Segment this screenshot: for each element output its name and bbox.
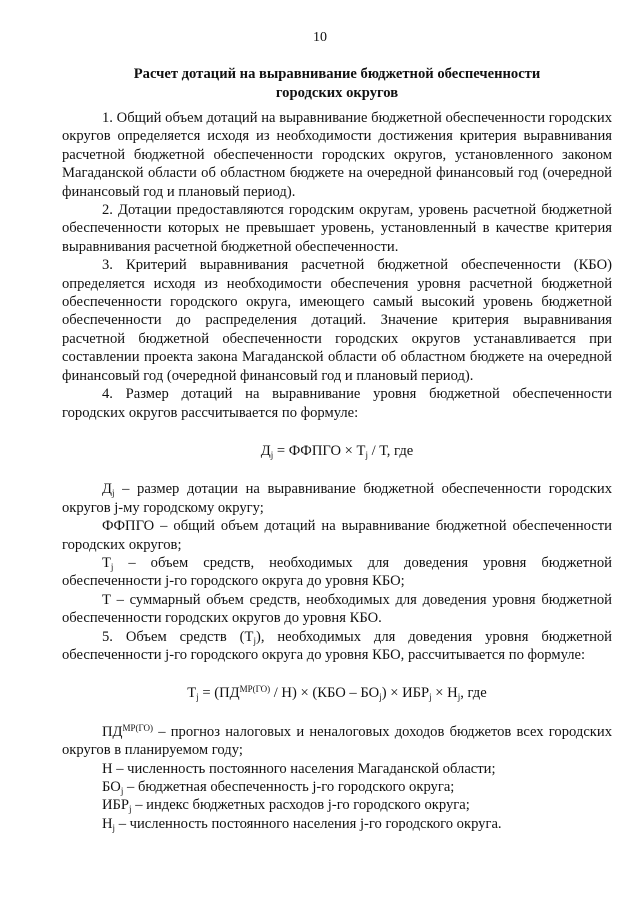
definition-pd [62,723,612,760]
definition-nj-sub: j [112,822,116,833]
formula-funds-c-sub: j [379,692,382,703]
definition-boj-sub: j [120,786,124,796]
formula-subsidy [62,442,612,460]
section-title-line-2: городских округов [275,85,399,101]
paragraph-5-sub: j [253,635,256,646]
definition-tj-sub: j [110,561,114,572]
definition-boj [62,778,612,796]
formula-subsidy-mid-sub: j [365,449,368,460]
formula-funds-b: = (ПД [198,685,240,702]
definition-dj-text: – размер дотации на выравнивание бюджетной обеспеченности городских округов j-му городскому округу; [62,481,612,516]
paragraph-5 [62,628,612,665]
definition-pd-symbol: ПД [102,723,123,740]
formula-funds-f: , где [460,685,487,702]
formula-funds-b-sup: МР(ГО) [239,684,271,695]
definition-tj-text: – объем средств, необходимых для доведения уровня бюджетной обеспеченности j-го городского округа до уровня КБО; [62,554,612,590]
definition-dj [62,480,612,517]
paragraph-2: 2. Дотации предоставляются городским округам, уровень расчетной бюджетной обеспеченности которых не превышает уровень, установленный в качестве критерия выравнивания расчетной бюджетной обеспеченности. [62,202,612,255]
paragraph-1: 1. Общий объем дотаций на выравнивание бюджетной обеспеченности городских округов определяется исходя из необходимости достижения критерия выравнивания расчетной бюджетной обеспеченности городских округов, установленного законом Магаданской области об областном бюджете на очередной финансовый год (очередной финансовый год и плановый период). [62,110,612,200]
definition-t: Т – суммарный объем средств, необходимых для доведения уровня бюджетной обеспеченности городских округов до уровня КБО. [62,591,612,627]
definition-pd-text: – прогноз налоговых и неналоговых доходов бюджетов всех городских округов в планируемом году; [62,723,612,759]
formula-funds-c: / Н) × (КБО – БО [270,685,380,702]
paragraph-3: 3. Критерий выравнивания расчетной бюджетной обеспеченности (КБО) определяется исходя из необходимости обеспечения уровня расчетной бюджетной обеспеченности городского округа, имеющего самый высокий уровень бюджетной обеспеченности до распределения дотаций. Значение критерия выравнивания расчетной бюджетной обеспеченности городских округов устанавливается при составлении проекта закона Магаданской области об областном бюджете на очередной финансовый год (очередной финансовый год и плановый период). [62,257,612,384]
definition-tj-symbol: Т [102,554,111,571]
definition-boj-symbol: БО [102,779,121,795]
paragraph-4: 4. Размер дотаций на выравнивание уровня бюджетной обеспеченности городских округов рассчитывается по формуле: [62,386,612,421]
formula-subsidy-mid: = ФФПГО × Т [273,442,366,459]
definition-n: Н – численность постоянного населения Магаданской области; [102,760,496,777]
definition-dj-symbol: Д [102,481,112,498]
formula-funds [62,684,612,702]
definition-ffpgo: ФФПГО – общий объем дотаций на выравнивание бюджетной обеспеченности городских округов; [62,518,612,553]
formula-subsidy-rhs: / Т, где [367,442,414,459]
definition-tj [62,554,612,591]
paragraph-5-pre: 5. Объем средств (Т [102,628,254,645]
definition-ibrj-symbol: ИБР [102,797,130,814]
page-number: 10 [313,30,327,45]
definition-nj-text: – численность постоянного населения j-го городского округа. [115,815,502,832]
definition-ibrj-text: – индекс бюджетных расходов j-го городского округа; [131,797,470,814]
definition-ibrj [62,796,612,814]
formula-funds-d-sub: j [429,692,432,703]
definition-nj-symbol: Н [102,815,113,832]
definition-pd-sup: МР(ГО) [122,722,153,733]
formula-subsidy-lhs-sub: j [270,449,274,460]
formula-funds-a-sub: j [196,692,199,703]
document-body [62,109,612,833]
formula-funds-a: Т [187,685,197,702]
section-title-line-1: Расчет дотаций на выравнивание бюджетной обеспеченности [133,66,541,82]
paragraph-5-post: ), необходимых для доведения уровня бюджетной обеспеченности j-го городского округа до уровня КБО, рассчитывается по формуле: [62,628,612,663]
section-title [62,65,612,103]
formula-funds-e-sub: j [457,692,461,703]
formula-funds-e: × Н [431,685,458,702]
definition-nj [62,815,612,833]
formula-funds-d: ) × ИБР [381,685,430,702]
definition-boj-text: – бюджетная обеспеченность j-го городского округа; [123,779,455,795]
formula-subsidy-lhs: Д [260,442,271,459]
definition-ibrj-sub: j [129,804,132,815]
definition-dj-sub: j [111,488,115,499]
